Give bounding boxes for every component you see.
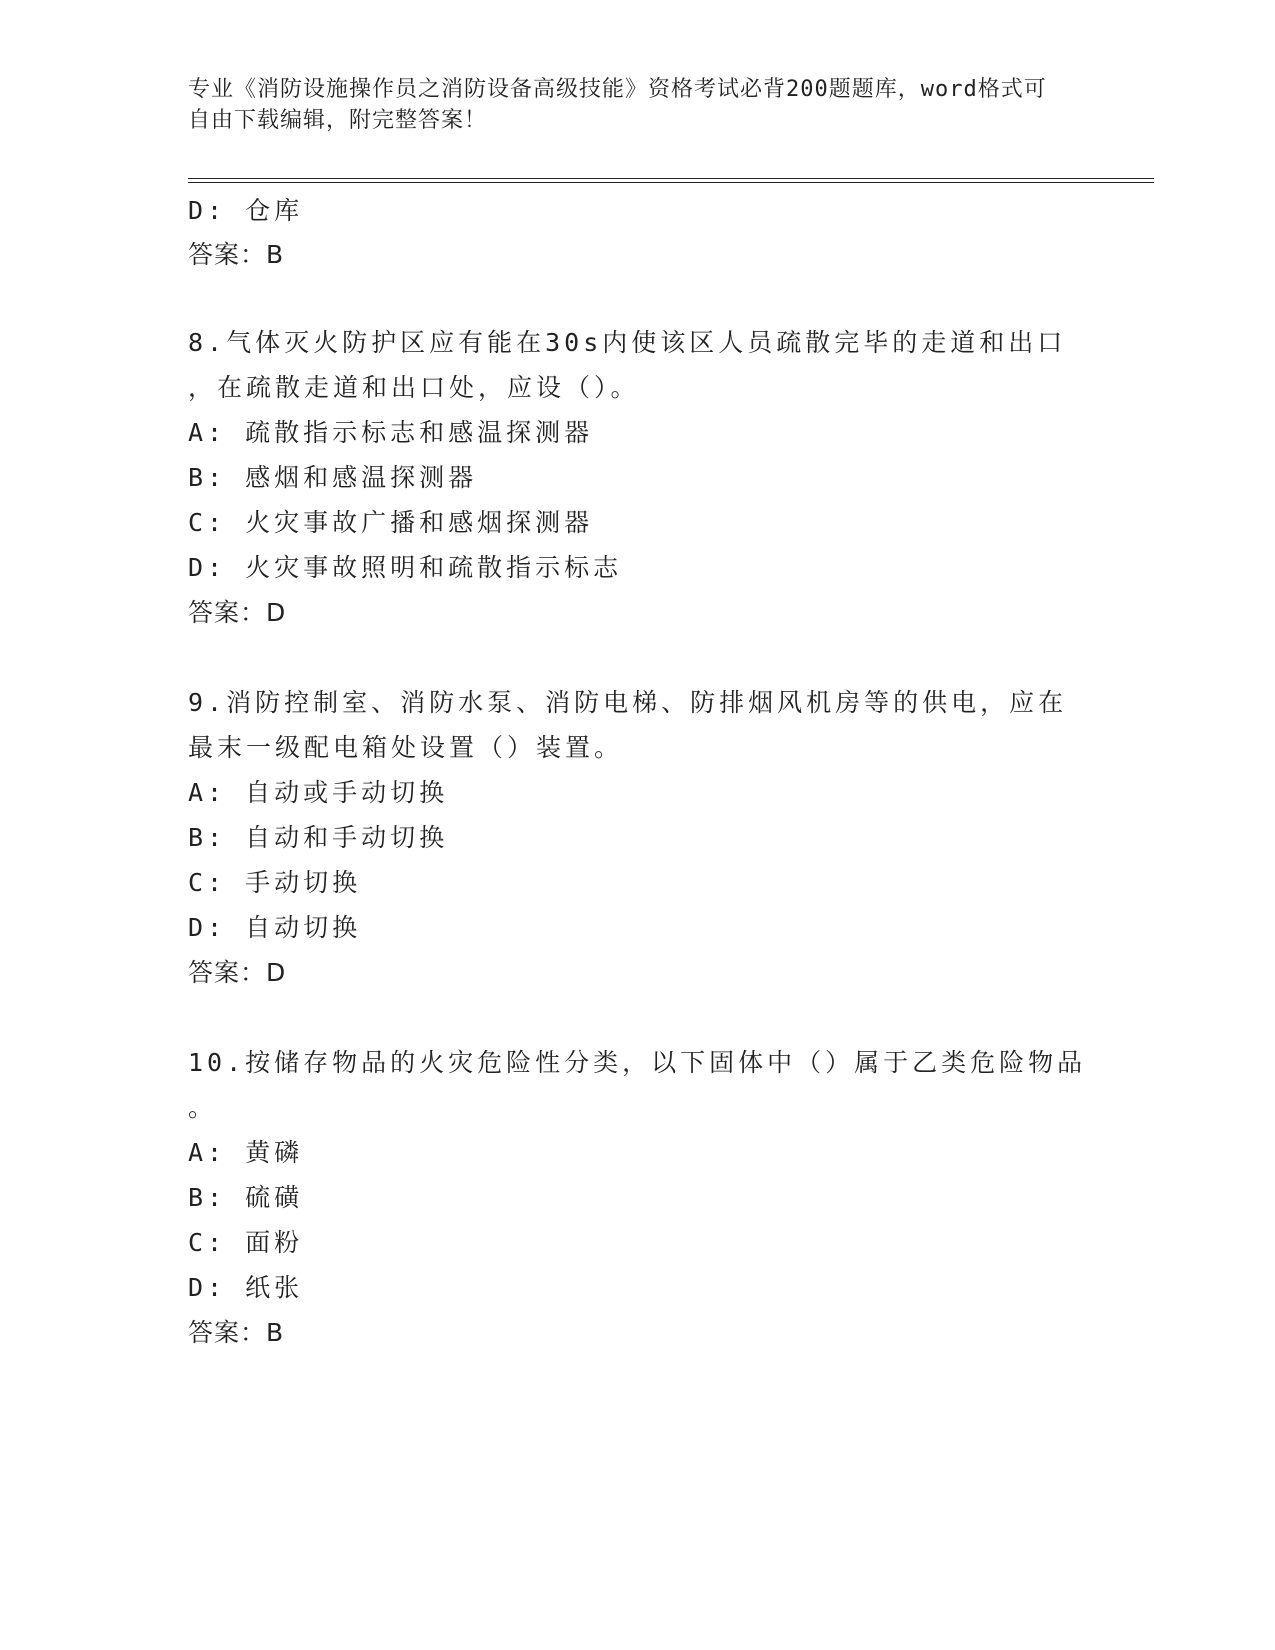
option-c-q9: C: 手动切换 bbox=[188, 868, 362, 897]
answer-q8: 答案：D bbox=[188, 598, 287, 627]
question-10-line-2: 。 bbox=[188, 1093, 218, 1122]
option-c-q10: C: 面粉 bbox=[188, 1228, 304, 1257]
answer-q10: 答案：B bbox=[188, 1318, 285, 1347]
option-d-q7: D: 仓库 bbox=[188, 196, 304, 225]
option-a-q8: A: 疏散指示标志和感温探测器 bbox=[188, 418, 594, 447]
answer-q9: 答案：D bbox=[188, 958, 287, 987]
option-b-q9: B: 自动和手动切换 bbox=[188, 823, 449, 852]
question-9-line-1: 9.消防控制室、消防水泵、消防电梯、防排烟风机房等的供电，应在 bbox=[188, 688, 1068, 717]
answer-q7: 答案：B bbox=[188, 240, 285, 269]
question-8-line-1: 8.气体灭火防护区应有能在30s内使该区人员疏散完毕的走道和出口 bbox=[188, 328, 1067, 357]
document-header: 专业《消防设施操作员之消防设备高级技能》资格考试必背200题题库，word格式可自由下载编辑，附完整答案！ bbox=[188, 77, 1047, 133]
option-b-q8: B: 感烟和感温探测器 bbox=[188, 463, 478, 492]
question-8-line-2: ，在疏散走道和出口处，应设（）。 bbox=[188, 373, 640, 402]
option-d-q8: D: 火灾事故照明和疏散指示标志 bbox=[188, 553, 623, 582]
option-c-q8: C: 火灾事故广播和感烟探测器 bbox=[188, 508, 594, 537]
header-rule-top bbox=[188, 178, 1154, 179]
option-b-q10: B: 硫磺 bbox=[188, 1183, 304, 1212]
question-9-line-2: 最末一级配电箱处设置（）装置。 bbox=[188, 733, 624, 762]
option-a-q10: A: 黄磷 bbox=[188, 1138, 304, 1167]
option-d-q10: D: 纸张 bbox=[188, 1273, 304, 1302]
option-a-q9: A: 自动或手动切换 bbox=[188, 778, 449, 807]
option-d-q9: D: 自动切换 bbox=[188, 913, 362, 942]
question-10-line-1: 10.按储存物品的火灾危险性分类，以下固体中（）属于乙类危险物品 bbox=[188, 1048, 1087, 1077]
header-rule-bottom bbox=[188, 182, 1154, 183]
